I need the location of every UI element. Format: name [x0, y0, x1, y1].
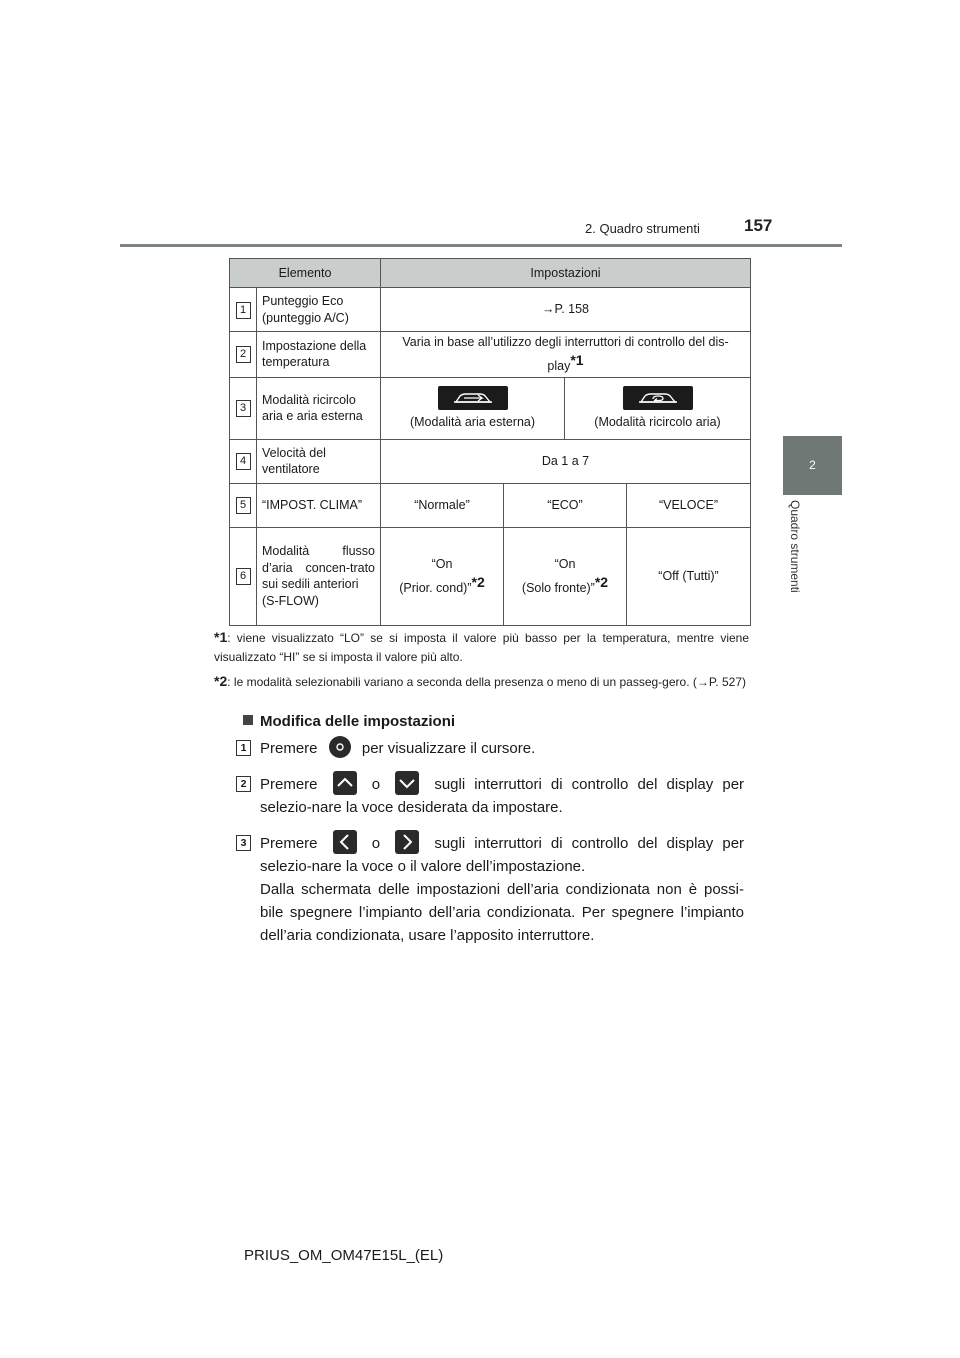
chapter-label-container [783, 495, 813, 615]
row-item: Modalità ricircolo aria e aria esterna [257, 377, 381, 439]
step-text-part: Premere [260, 835, 318, 852]
option-label: (Modalità aria esterna) [409, 414, 536, 429]
row-number: 4 [236, 453, 251, 470]
table-row [230, 527, 751, 625]
row-item-cell [257, 527, 381, 625]
outside-air-option [381, 377, 565, 439]
option-line: (Solo fronte)” [521, 580, 595, 595]
step-text-part: Premere [260, 776, 318, 793]
chevron-left-icon [333, 830, 357, 854]
car-recirculation-icon [623, 386, 693, 410]
row-item-extra: (S-FLOW) [262, 594, 319, 609]
footnote-mark: *2 [214, 673, 228, 689]
table-row [230, 332, 751, 378]
footnote-mark: *1 [214, 629, 228, 645]
option-line: (Prior. cond)” [399, 580, 472, 595]
option-prior-cond [381, 527, 504, 625]
chevron-down-icon [395, 771, 419, 795]
footnote-text: : viene visualizzato “LO” se si imposta il valore più basso per la temperatura, mentre viene visualizzato “HI” se si imposta il valore più alto. [214, 631, 749, 664]
table-header-row [230, 259, 751, 288]
step-text [260, 832, 744, 947]
option-label: (Modalità ricircolo aria) [594, 414, 721, 429]
step-text [260, 737, 744, 760]
footnote-ref: *2 [594, 573, 609, 590]
row-number: 3 [236, 400, 251, 417]
chapter-tab [783, 436, 842, 495]
option-off-tutti: “Off (Tutti)” [627, 527, 751, 625]
section-heading [243, 713, 455, 730]
square-bullet-icon [243, 715, 253, 725]
row-item: Punteggio Eco (punteggio A/C) [257, 288, 381, 332]
footnote-2 [214, 671, 749, 692]
chevron-right-icon [395, 830, 419, 854]
row-item: Modalità flusso d’aria concen-trato sui sedili anteriori [262, 543, 375, 592]
footnote-ref: *1 [570, 351, 584, 368]
document-code: PRIUS_OM_OM47E15L_(EL) [244, 1247, 444, 1264]
step-note: Dalla schermata delle impostazioni dell’aria condizionata non è possi-bile spegnere l’impianto dell’aria condizionata. Per spegnere l’impianto dell’aria condizionata, usare l’apposito interruttore. [260, 881, 744, 944]
option-line: “On [431, 556, 453, 571]
ok-button-icon [328, 735, 352, 759]
step-text-part: per visualizzare il cursore. [361, 740, 536, 757]
page-number: 157 [744, 216, 773, 235]
row-item: “IMPOST. CLIMA” [257, 483, 381, 527]
step-text-part: sugli interruttori di controllo del display per selezio-nare la voce desiderata da impostare. [260, 776, 745, 816]
section-title: Modifica delle impostazioni [260, 713, 456, 730]
footnote-ref: *2 [471, 573, 485, 590]
step-text-part: sugli interruttori di controllo del display per selezio-nare la voce o il valore dell’impostazione. [260, 835, 745, 875]
step-text [260, 773, 744, 819]
chevron-up-icon [333, 771, 357, 795]
row-setting: Varia in base all’utilizzo degli interruttori di controllo del dis-play [402, 335, 729, 374]
settings-table [229, 258, 751, 626]
row-item: Impostazione della temperatura [257, 332, 381, 378]
option-solo-fronte [504, 527, 627, 625]
header-impostazioni: Impostazioni [381, 259, 751, 288]
row-number: 6 [236, 568, 251, 585]
footnote-text: : le modalità selezionabili variano a seconda della presenza o meno di un passeg-gero. (→P. 527) [227, 675, 746, 689]
step-number: 1 [236, 740, 251, 756]
chapter-label: Quadro strumenti [788, 500, 802, 593]
step-text-part: Premere [260, 740, 318, 757]
step-text-part: o [371, 776, 381, 793]
row-setting: Da 1 a 7 [381, 439, 751, 483]
option-veloce: “VELOCE” [627, 483, 751, 527]
table-row [230, 377, 751, 439]
row-setting: →P. 158 [381, 288, 751, 332]
row-number: 1 [236, 302, 251, 319]
chapter-number: 2 [809, 458, 816, 472]
option-normale: “Normale” [381, 483, 504, 527]
footnote-1 [214, 627, 749, 666]
car-outside-air-icon [438, 386, 508, 410]
row-number: 2 [236, 346, 251, 363]
row-number: 5 [236, 497, 251, 514]
header-elemento: Elemento [230, 259, 381, 288]
table-row [230, 288, 751, 332]
row-item: Velocità del ventilatore [257, 439, 381, 483]
row-setting-cell [381, 332, 751, 378]
recirculation-option [565, 377, 751, 439]
option-eco: “ECO” [504, 483, 627, 527]
step-number: 3 [236, 835, 251, 851]
step-text-part: o [371, 835, 381, 852]
step-number: 2 [236, 776, 251, 792]
option-line: “On [554, 556, 576, 571]
table-row [230, 483, 751, 527]
header-rule [120, 244, 842, 247]
table-row [230, 439, 751, 483]
running-header-section: 2. Quadro strumenti [585, 221, 700, 236]
